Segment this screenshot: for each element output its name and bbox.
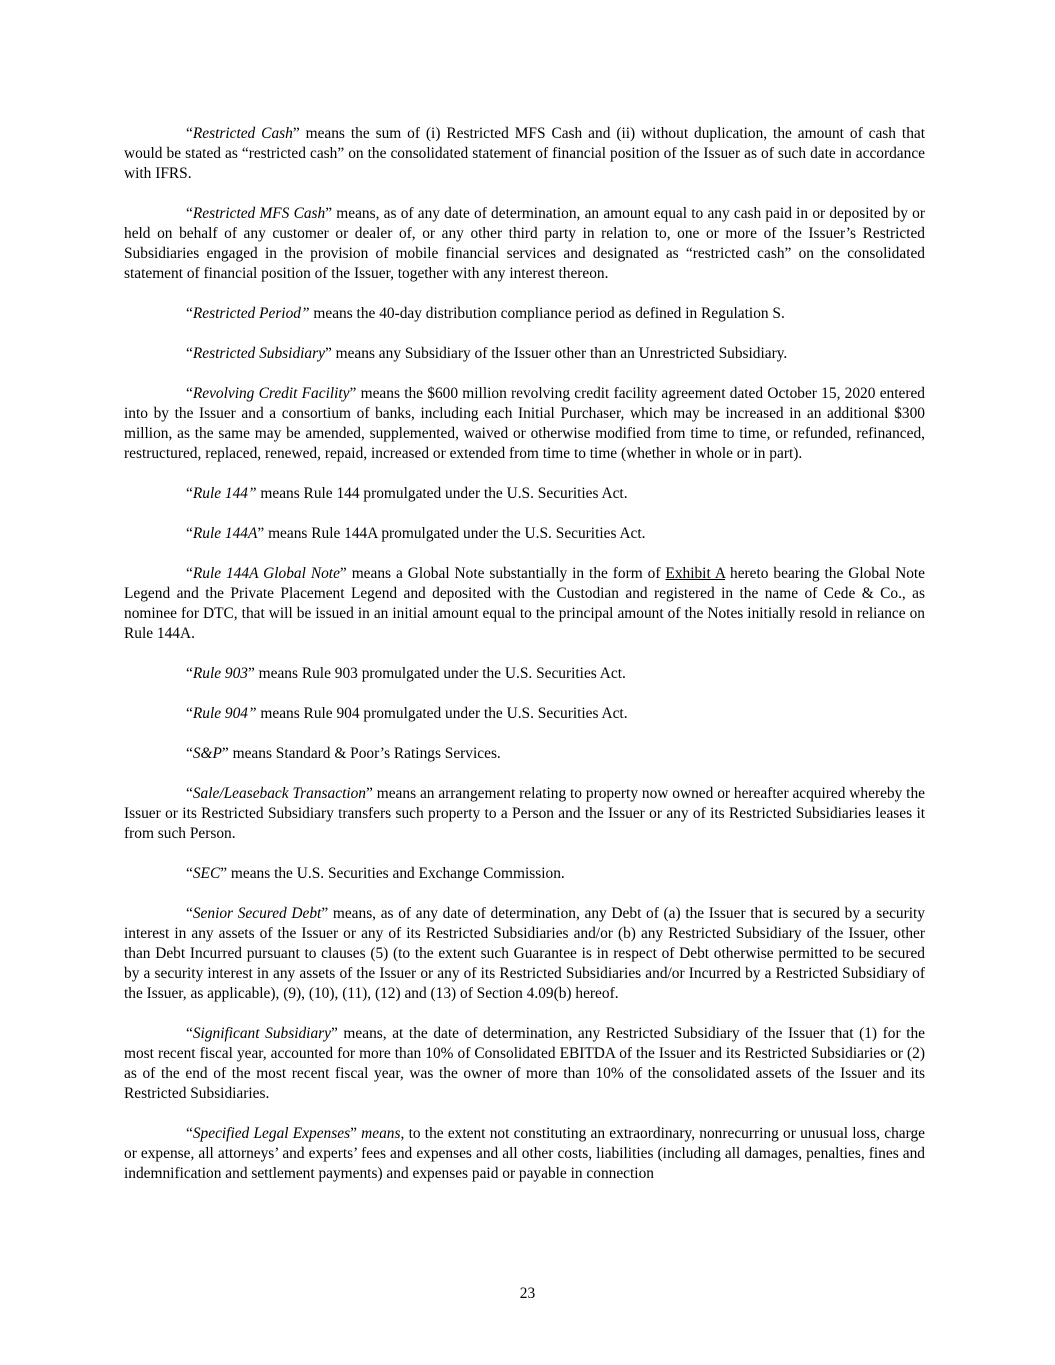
definition-text: means Standard & Poor’s Ratings Services. [228, 745, 501, 762]
definition-rule-903: “Rule 903” means Rule 903 promulgated under the U.S. Securities Act. [186, 665, 626, 682]
definition-rule-144a-global-note: “Rule 144A Global Note” means a Global Note substantially in the form of Exhibit A hereto bearing the Global Note Legend and the Private Placement Legend and deposited with the Custodian and registered in the name of Cede & Co., as nominee for DTC, that will be issued in an initial amount equal to the principal amount of the Notes initially resold in reliance on Rule 144A. [124, 565, 926, 642]
defined-term: Restricted Cash [192, 125, 293, 142]
definition-text: means Rule 904 promulgated under the U.S. Securities Act. [256, 705, 628, 722]
definition-text: hereto bearing the Global Note Legend and the Private Placement Legend and deposited with the Custodian and registered in the name of Cede & Co., as nominee for DTC, that will be issued in an initial amount equal to the principal amount of the Notes initially resold in reliance on Rule 144A. [124, 565, 926, 642]
definition-text: means a Global Note substantially in the form of [346, 565, 666, 582]
definition-text: means the $600 million revolving credit facility agreement dated October 15, 2020 entered into by the Issuer and a consortium of banks, including each Initial Purchaser, which may be increased in an additional $300 million, as the same may be amended, supplemented, waived or otherwise modified from time to time, or refunded, refinanced, restructured, replaced, renewed, repaid, increased or extended from time to time (whether in whole or in part). [124, 385, 925, 462]
definition-text: means the U.S. Securities and Exchange Commission. [227, 865, 565, 882]
defined-term: S&P [192, 745, 222, 762]
defined-term: Restricted MFS Cash [192, 205, 326, 222]
definition-text: means the 40-day distribution compliance period as defined in Regulation S. [309, 305, 785, 322]
defined-term: Rule 904” [192, 705, 257, 722]
definition-restricted-subsidiary: “Restricted Subsidiary” means any Subsidiary of the Issuer other than an Unrestricted Subsidiary. [186, 345, 788, 362]
defined-term: Restricted Subsidiary [192, 345, 325, 362]
definition-s-and-p: “S&P” means Standard & Poor’s Ratings Services. [186, 745, 501, 762]
definition-text: means Rule 144A promulgated under the U.S. Securities Act. [264, 525, 646, 542]
defined-term: Significant Subsidiary [192, 1025, 331, 1042]
definition-sec: “SEC” means the U.S. Securities and Exchange Commission. [186, 865, 565, 882]
defined-term: Specified Legal Expenses [192, 1125, 351, 1142]
definition-text: means Rule 903 promulgated under the U.S. Securities Act. [254, 665, 626, 682]
definition-senior-secured-debt: “Senior Secured Debt” means, as of any date of determination, any Debt of (a) the Issuer that is secured by a security interest in any assets of the Issuer or any of its Restricted Subsidiaries and/or (b) any Restricted Subsidiary of the Issuer, other than Debt Incurred pursuant to clauses (5) (to the extent such Guarantee is in respect of Debt otherwise permitted to be secured by a security interest in any assets of the Issuer or any of its Restricted Subsidiaries and/or Incurred by a Restricted Subsidiary of the Issuer, as applicable), (9), (10), (11), (12) and (13) of Section 4.09(b) hereof. [124, 905, 925, 1002]
defined-term: Rule 903 [192, 665, 248, 682]
definition-significant-subsidiary: “Significant Subsidiary” means, at the date of determination, any Restricted Subsidiary of the Issuer that (1) for the most recent fiscal year, accounted for more than 10% of Consolidated EBITDA of the Issuer and its Restricted Subsidiaries or (2) as of the end of the most recent fiscal year, was the owner of more than 10% of the consolidated assets of the Issuer and its Restricted Subsidiaries. [124, 1025, 925, 1102]
definition-text: means Rule 144 promulgated under the U.S. Securities Act. [256, 485, 628, 502]
means-italic: means [361, 1125, 401, 1142]
definition-rule-904: “Rule 904” means Rule 904 promulgated under the U.S. Securities Act. [186, 705, 628, 722]
definition-text: means the sum of (i) Restricted MFS Cash and (ii) without duplication, the amount of cash that would be stated as “restricted cash” on the consolidated statement of financial position of the Issuer as of such date in accordance with IFRS. [124, 125, 926, 182]
definition-text: means, at the date of determination, any Restricted Subsidiary of the Issuer that (1) for the most recent fiscal year, accounted for more than 10% of Consolidated EBITDA of the Issuer and its Restricted Subsidiaries or (2) as of the end of the most recent fiscal year, was the owner of more than 10% of the consolidated assets of the Issuer and its Restricted Subsidiaries. [124, 1025, 925, 1102]
definition-rule-144: “Rule 144” means Rule 144 promulgated under the U.S. Securities Act. [186, 485, 628, 502]
defined-term: Revolving Credit Facility [192, 385, 350, 402]
definition-specified-legal-expenses: “Specified Legal Expenses” means, to the extent not constituting an extraordinary, nonrecurring or unusual loss, charge or expense, all attorneys’ and experts’ fees and expenses and all other costs, liabilities (including all damages, penalties, fines and indemnification and settlement payments) and expenses paid or payable in connection [124, 1125, 925, 1182]
definition-text: , to the extent not constituting an extraordinary, nonrecurring or unusual loss, charge or expense, all attorneys’ and experts’ fees and expenses and all other costs, liabilities (including all damages, penalties, fines and indemnification and settlement payments) and expenses paid or payable in connection [124, 1125, 925, 1182]
defined-term: SEC [192, 865, 221, 882]
definition-sale-leaseback-transaction: “Sale/Leaseback Transaction” means an arrangement relating to property now owned or hereafter acquired whereby the Issuer or its Restricted Subsidiary transfers such property to a Person and the Issuer or any of its Restricted Subsidiaries leases it from such Person. [124, 785, 925, 842]
defined-term: Sale/Leaseback Transaction [192, 785, 367, 802]
exhibit-a-reference: Exhibit A [665, 565, 726, 582]
definition-restricted-period: “Restricted Period” means the 40-day distribution compliance period as defined in Regulation S. [186, 305, 785, 322]
definition-text: means, as of any date of determination, any Debt of (a) the Issuer that is secured by a security interest in any assets of the Issuer or any of its Restricted Subsidiaries and/or (b) any Restricted Subsidiary of the Issuer, other than Debt Incurred pursuant to clauses (5) (to the extent such Guarantee is in respect of Debt otherwise permitted to be secured by a security interest in any assets of the Issuer or any of its Restricted Subsidiaries and/or Incurred by a Restricted Subsidiary of the Issuer, as applicable), (9), (10), (11), (12) and (13) of Section 4.09(b) hereof. [124, 905, 925, 1002]
definitions-list [124, 124, 925, 1184]
defined-term: Senior Secured Debt [192, 905, 322, 922]
defined-term: Rule 144A [192, 525, 258, 542]
defined-term: Restricted Period” [192, 305, 310, 322]
definition-revolving-credit-facility: “Revolving Credit Facility” means the $600 million revolving credit facility agreement dated October 15, 2020 entered into by the Issuer and a consortium of banks, including each Initial Purchaser, which may be increased in an additional $300 million, as the same may be amended, supplemented, waived or otherwise modified from time to time, or refunded, refinanced, restructured, replaced, renewed, repaid, increased or extended from time to time (whether in whole or in part). [124, 385, 925, 462]
definition-rule-144a: “Rule 144A” means Rule 144A promulgated under the U.S. Securities Act. [186, 525, 646, 542]
defined-term: Rule 144A Global Note [192, 565, 340, 582]
definition-restricted-mfs-cash: “Restricted MFS Cash” means, as of any date of determination, an amount equal to any cash paid in or deposited by or held on behalf of any customer or dealer of, or any other third party in relation to, one or more of the Issuer’s Restricted Subsidiaries engaged in the provision of mobile financial services and designated as “restricted cash” on the consolidated statement of financial position of the Issuer, together with any interest thereon. [124, 205, 925, 282]
definition-restricted-cash: “Restricted Cash” means the sum of (i) Restricted MFS Cash and (ii) without duplication, the amount of cash that would be stated as “restricted cash” on the consolidated statement of financial position of the Issuer as of such date in accordance with IFRS. [124, 125, 926, 182]
page-number: 23 [519, 1285, 536, 1302]
definition-text: means, as of any date of determination, an amount equal to any cash paid in or deposited by or held on behalf of any customer or dealer of, or any other third party in relation to, one or more of the Issuer’s Restricted Subsidiaries engaged in the provision of mobile financial services and designated as “restricted cash” on the consolidated statement of financial position of the Issuer, together with any interest thereon. [124, 205, 925, 282]
definition-text: means any Subsidiary of the Issuer other than an Unrestricted Subsidiary. [331, 345, 788, 362]
defined-term: Rule 144” [192, 485, 257, 502]
definition-text: means an arrangement relating to property now owned or hereafter acquired whereby the Issuer or its Restricted Subsidiary transfers such property to a Person and the Issuer or any of its Restricted Subsidiaries leases it from such Person. [124, 785, 925, 842]
